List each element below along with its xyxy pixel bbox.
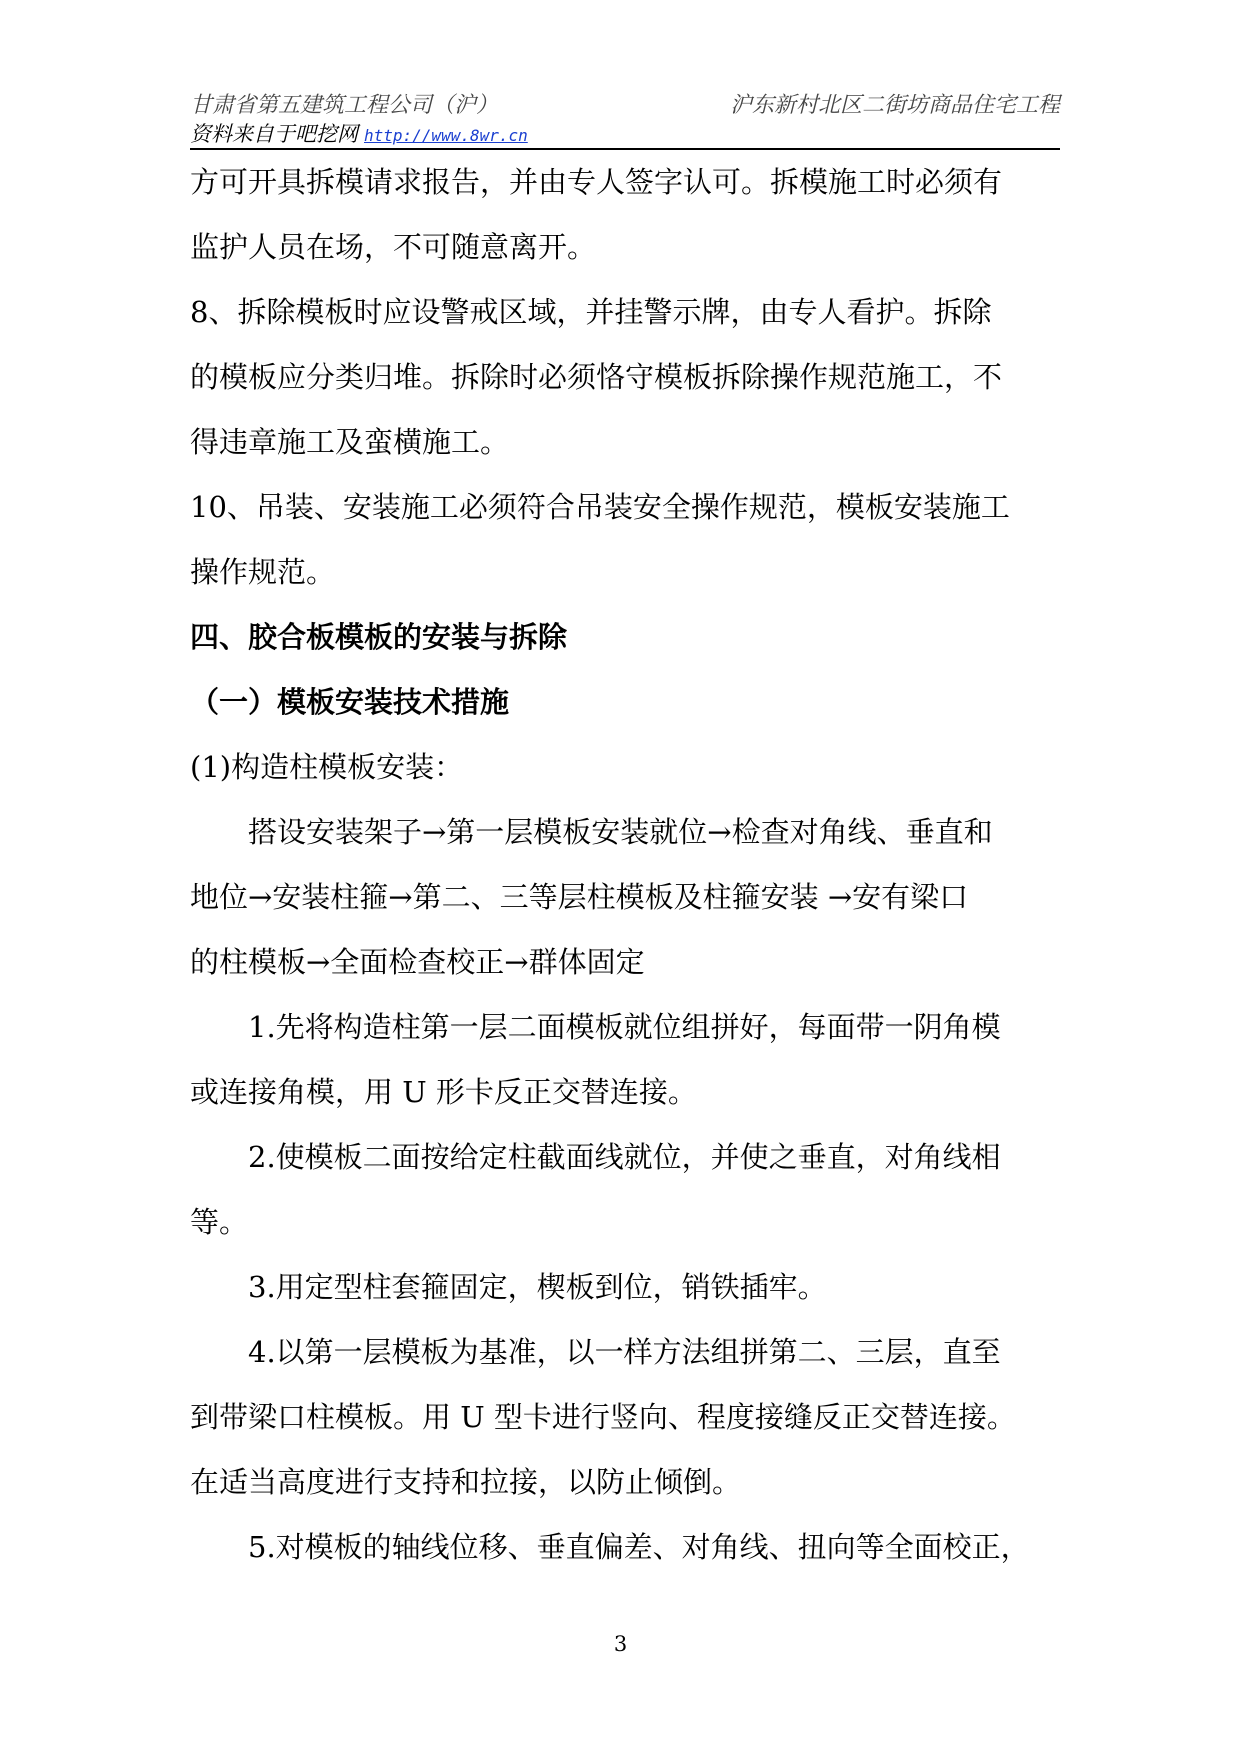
text-line: 或连接角模，用 U 形卡反正交替连接。: [190, 1075, 697, 1109]
page-number: 3: [613, 1632, 628, 1656]
text-line: 在适当高度进行支持和拉接，以防止倾倒。: [190, 1465, 742, 1499]
text-line: 2.使模板二面按给定柱截面线就位，并使之垂直，对角线相: [248, 1140, 1001, 1174]
page-header: [190, 88, 1060, 150]
text-line: 监护人员在场，不可随意离开。: [190, 230, 597, 264]
text-line: 1.先将构造柱第一层二面模板就位组拼好，每面带一阴角模: [248, 1010, 1001, 1044]
text-line: 到带梁口柱模板。用 U 型卡进行竖向、程度接缝反正交替连接。: [190, 1400, 1016, 1434]
header-project: 沪东新村北区二街坊商品住宅工程: [729, 93, 1060, 118]
header-source-link[interactable]: http://www.8wr.cn: [364, 126, 528, 145]
text-line: 得违章施工及蛮横施工。: [190, 425, 510, 459]
text-line: 3.用定型柱套箍固定，楔板到位，销铁插牢。: [248, 1270, 827, 1304]
text-line: 8、拆除模板时应设警戒区域，并挂警示牌，由专人看护。拆除: [190, 295, 992, 329]
section-heading: 四、胶合板模板的安装与拆除: [190, 620, 568, 654]
text-line: 5.对模板的轴线位移、垂直偏差、对角线、扭向等全面校正，: [248, 1530, 1030, 1564]
header-source: [190, 118, 528, 148]
text-line: 操作规范。: [190, 555, 336, 589]
text-line: 地位→安装柱箍→第二、三等层柱模板及柱箍安装 →安有梁口: [190, 880, 969, 914]
text-line: 10、吊装、安装施工必须符合吊装安全操作规范，模板安装施工: [190, 490, 1010, 524]
header-company: 甘肃省第五建筑工程公司（沪）: [190, 93, 499, 118]
text-line: 方可开具拆模请求报告，并由专人签字认可。拆模施工时必须有: [190, 165, 1003, 199]
header-source-label: 资料来自于吧挖网: [190, 122, 358, 146]
text-line: 搭设安装架子→第一层模板安装就位→检查对角线、垂直和: [248, 815, 993, 849]
text-line: 的模板应分类归堆。拆除时必须恪守模板拆除操作规范施工，不: [190, 360, 1003, 394]
text-line: 的柱模板→全面检查校正→群体固定: [190, 945, 645, 979]
document-body: [190, 150, 1060, 1580]
text-line: (1)构造柱模板安装：: [190, 750, 464, 784]
subsection-heading: （一）模板安装技术措施: [190, 685, 510, 719]
text-line: 等。: [190, 1205, 249, 1239]
text-line: 4.以第一层模板为基准，以一样方法组拼第二、三层，直至: [248, 1335, 1001, 1369]
